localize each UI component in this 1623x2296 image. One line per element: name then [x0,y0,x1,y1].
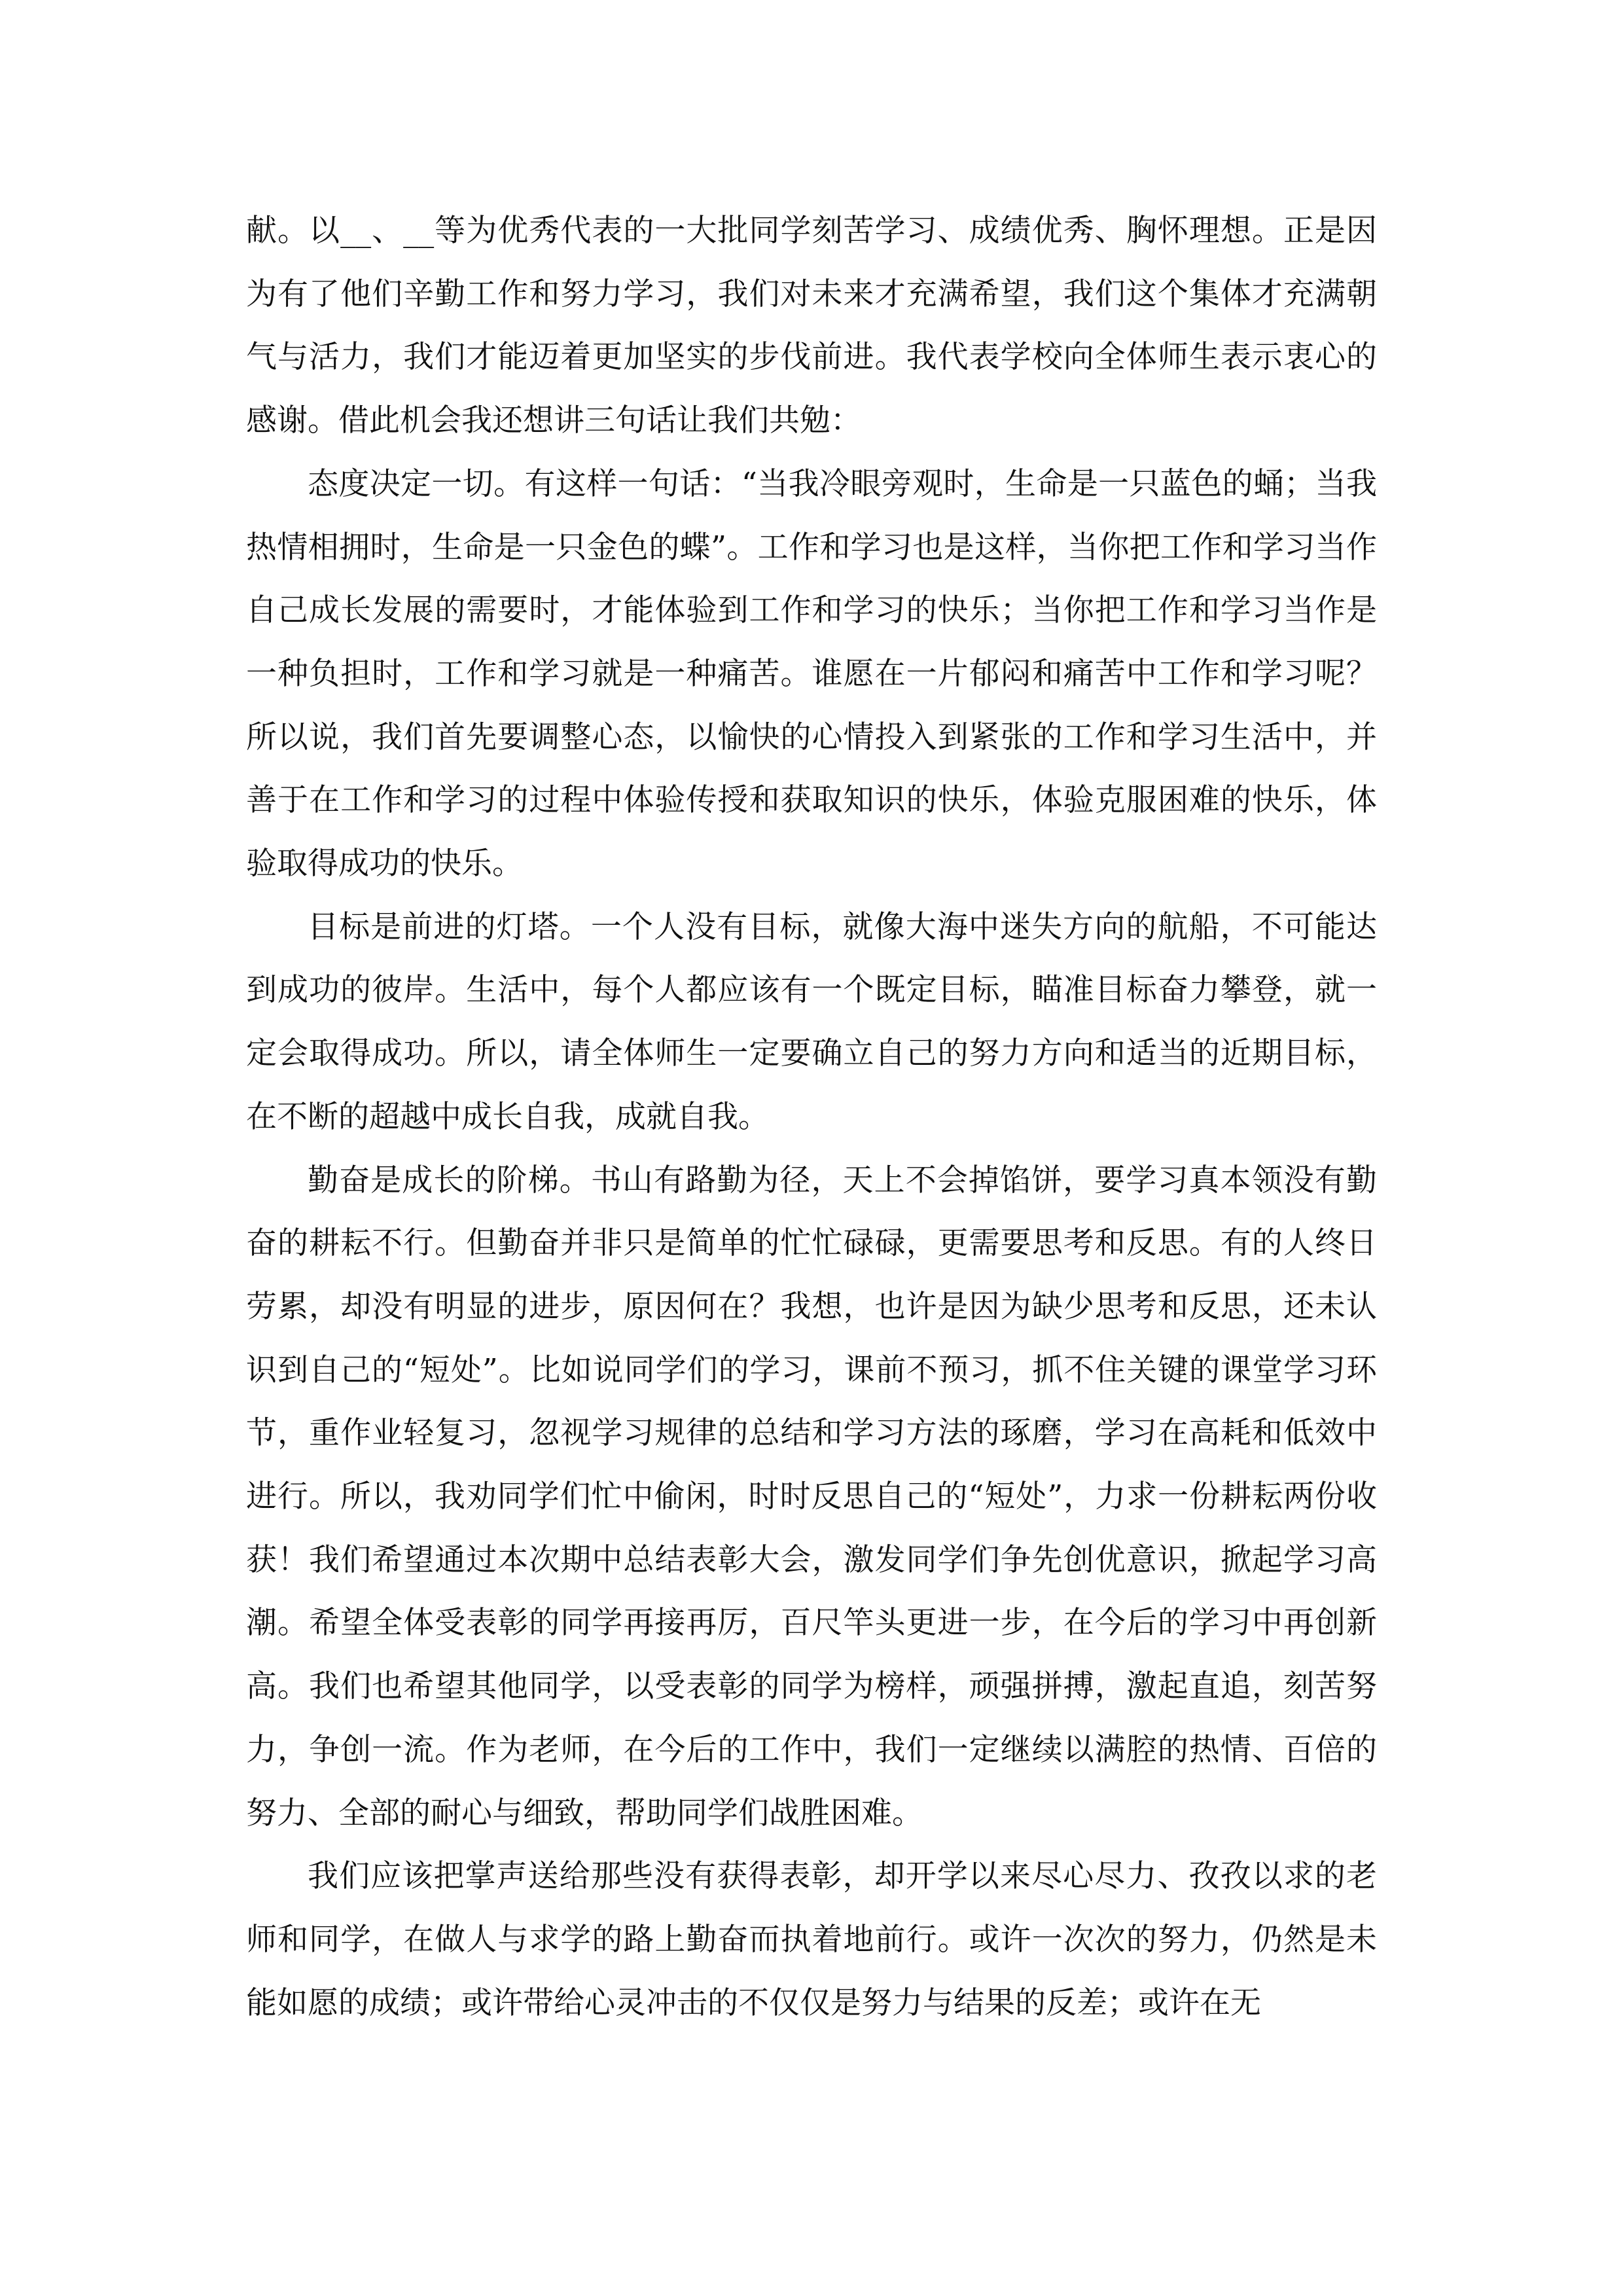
paragraph-goal: 目标是前进的灯塔。一个人没有目标，就像大海中迷失方向的航船，不可能达到成功的彼岸。生活中，每个人都应该有一个既定目标，瞄准目标奋力攀登，就一定会取得成功。所以，请全体师生一定要确立自己的努力方向和适当的近期目标，在不断的超越中成长自我，成就自我。 [246,908,1377,1135]
document-body [246,200,1377,2035]
paragraph-attitude: 态度决定一切。有这样一句话：“当我冷眼旁观时，生命是一只蓝色的蛹；当我热情相拥时，生命是一只金色的蝶”。工作和学习也是这样，当你把工作和学习当作自己成长发展的需要时，才能体验到工作和学习的快乐；当你把工作和学习当作是一种负担时，工作和学习就是一种痛苦。谁愿在一片郁闷和痛苦中工作和学习呢？所以说，我们首先要调整心态，以愉快的心情投入到紧张的工作和学习生活中，并善于在工作和学习的过程中体验传授和获取知识的快乐，体验克服困难的快乐，体验取得成功的快乐。 [246,465,1377,882]
paragraph-diligence: 勤奋是成长的阶梯。书山有路勤为径，天上不会掉馅饼，要学习真本领没有勤奋的耕耘不行。但勤奋并非只是简单的忙忙碌碌，更需要思考和反思。有的人终日劳累，却没有明显的进步，原因何在？我想，也许是因为缺少思考和反思，还未认识到自己的“短处”。比如说同学们的学习，课前不预习，抓不住关键的课堂学习环节，重作业轻复习，忽视学习规律的总结和学习方法的琢磨，学习在高耗和低效中进行。所以，我劝同学们忙中偷闲，时时反思自己的“短处”，力求一份耕耘两份收获！我们希望通过本次期中总结表彰大会，激发同学们争先创优意识，掀起学习高潮。希望全体受表彰的同学再接再厉，百尺竿头更进一步，在今后的学习中再创新高。我们也希望其他同学，以受表彰的同学为榜样，顽强拼搏，激起直追，刻苦努力，争创一流。作为老师，在今后的工作中，我们一定继续以满腔的热情、百倍的努力、全部的耐心与细致，帮助同学们战胜困难。 [246,1162,1377,1831]
paragraph-continuation: 献。以__、__等为优秀代表的一大批同学刻苦学习、成绩优秀、胸怀理想。正是因为有了他们辛勤工作和努力学习，我们对未来才充满希望，我们这个集体才充满朝气与活力，我们才能迈着更加坚实的步伐前进。我代表学校向全体师生表示衷心的感谢。借此机会我还想讲三句话让我们共勉： [246,213,1377,439]
paragraph-applause: 我们应该把掌声送给那些没有获得表彰，却开学以来尽心尽力、孜孜以求的老师和同学，在做人与求学的路上勤奋而执着地前行。或许一次次的努力，仍然是未能如愿的成绩；或许带给心灵冲击的不仅仅是努力与结果的反差；或许在无 [246,1858,1377,2021]
